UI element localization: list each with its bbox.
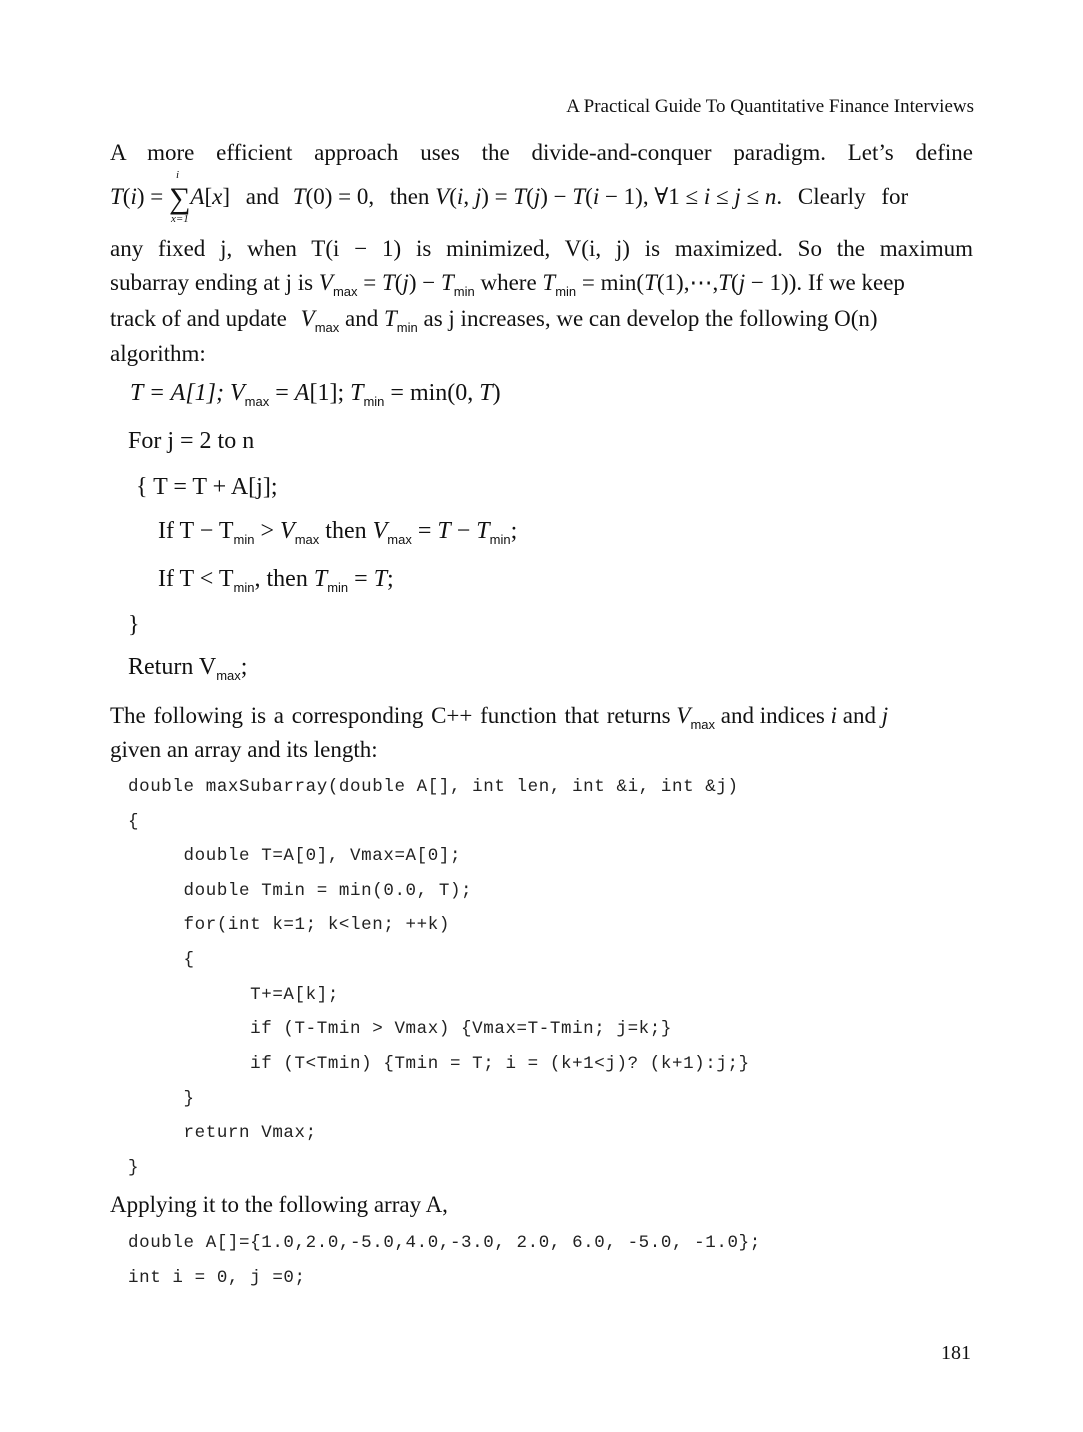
code-line: double maxSubarray(double A[], int len, int &i, int &j): [128, 777, 739, 797]
mid-line-2: given an array and its length:: [110, 737, 378, 762]
intro-line-1: [110, 140, 973, 166]
code-line: {: [128, 812, 140, 832]
code-line: }: [128, 1089, 195, 1109]
running-header: A Practical Guide To Quantitative Finance Interviews: [566, 96, 974, 117]
pseudo-init: T = A[1]; $V_{max} = A[1]$; $T_{min} = \min(0$, T): [130, 380, 501, 409]
summation-symbol: ∑ i x=1: [169, 169, 191, 225]
intro-line-4: subarray ending at j is $V_{max} = T(j) - T_{min}$ where $T_{min}$ = min(T(1),⋯,T(j − 1)). If we keep: [110, 270, 905, 299]
code-line: T+=A[k];: [128, 985, 339, 1005]
intro-line-5: track of and update $V_{max}$ and $T_{min}$ as j increases, we can develop the following O(n): [110, 306, 878, 335]
pseudo-brace-close: }: [128, 612, 140, 638]
code-line: double T=A[0], Vmax=A[0];: [128, 846, 462, 866]
code-line: }: [128, 1158, 140, 1178]
page-number: 181: [941, 1342, 971, 1364]
pseudo-for: For j = 2 to n: [128, 428, 255, 454]
code-line: if (T-Tmin > Vmax) {Vmax=T-Tmin; j=k;}: [128, 1019, 672, 1039]
mid-line-1: The following is a corresponding C++ function that returns $V_{max}$ and indices i and j: [110, 703, 889, 732]
array-code-line: double A[]={1.0,2.0,-5.0,4.0,-3.0, 2.0, 6.0, -5.0, -1.0};: [128, 1233, 761, 1253]
code-line: {: [128, 950, 195, 970]
intro-line-2: T(i) = ∑ i x=1 A[x] and T(0) = 0, then V(i, j) = T(j) − T(i − 1), ∀1 ≤ i ≤ j ≤ n. Clearly for: [110, 169, 909, 225]
intro-then: then: [389, 184, 430, 209]
code-line: return Vmax;: [128, 1123, 317, 1143]
intro-line-3: any fixed j, when T(i − 1) is minimized, V(i, j) is maximized. So the maximum: [110, 236, 973, 261]
intro-line-6: algorithm:: [110, 341, 206, 366]
pseudo-if1: If $T - T_{min} > V_{max}$ then $V_{max} = T - T_{min}$;: [158, 518, 518, 547]
formula-t-def: T: [110, 184, 123, 209]
index-code-line: int i = 0, j =0;: [128, 1268, 306, 1288]
pseudo-if2: If $T < T_{min}$, then $T_{min} = T$;: [158, 566, 394, 595]
intro-line-1-text: A more efficient approach uses the divide-and-conquer paradigm. Let’s define: [110, 140, 973, 165]
code-line: for(int k=1; k<len; ++k): [128, 915, 450, 935]
code-line: if (T<Tmin) {Tmin = T; i = (k+1<j)? (k+1):j;}: [128, 1054, 750, 1074]
pseudo-brace-open: { T = T + A[j];: [136, 474, 278, 500]
intro-clearly: . Clearly for: [776, 184, 909, 209]
intro-and: and: [245, 184, 279, 209]
code-line: double Tmin = min(0.0, T);: [128, 881, 473, 901]
pseudo-return: Return $V_{max}$;: [128, 654, 248, 683]
applying-text: Applying it to the following array A,: [110, 1192, 448, 1217]
